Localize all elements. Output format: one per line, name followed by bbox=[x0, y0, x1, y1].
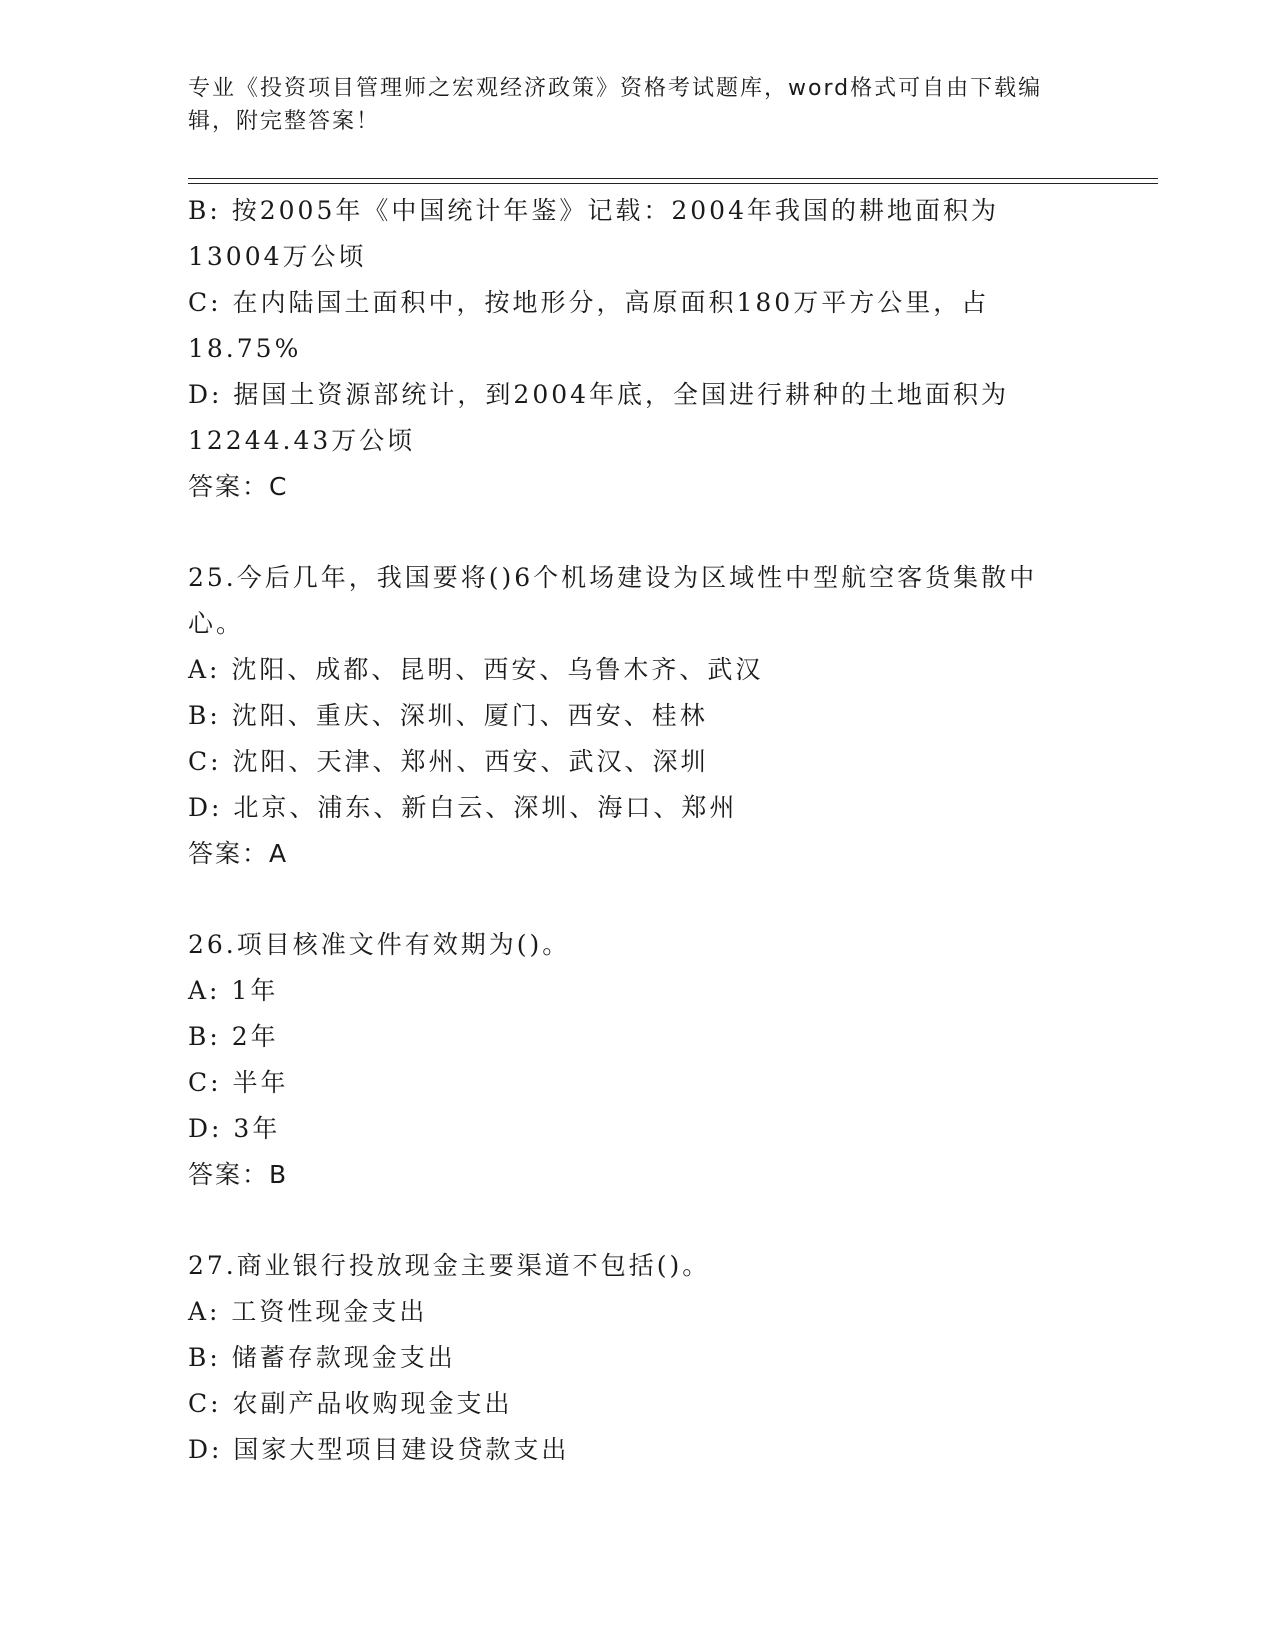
option-c-line-2: 18.75% bbox=[188, 334, 302, 363]
header-divider-bottom bbox=[188, 183, 1158, 184]
question-stem-line-1: 25.今后几年，我国要将()6个机场建设为区域性中型航空客货集散中 bbox=[188, 563, 1038, 592]
option-a: A: 工资性现金支出 bbox=[188, 1297, 428, 1326]
option-d: D: 北京、浦东、新白云、深圳、海口、郑州 bbox=[188, 793, 738, 822]
header-divider-top bbox=[188, 178, 1158, 179]
option-d-line-1: D: 据国土资源部统计，到2004年底，全国进行耕种的土地面积为 bbox=[188, 380, 1010, 409]
question-26 bbox=[188, 922, 1088, 1198]
option-b: B: 沈阳、重庆、深圳、厦门、西安、桂林 bbox=[188, 701, 708, 730]
question-stem-line-2: 心。 bbox=[188, 609, 245, 638]
question-27 bbox=[188, 1243, 1088, 1473]
option-d: D: 3年 bbox=[188, 1114, 281, 1143]
answer: 答案：C bbox=[188, 472, 289, 501]
question-content bbox=[188, 188, 1088, 1473]
option-b: B: 储蓄存款现金支出 bbox=[188, 1343, 456, 1372]
option-c: C: 农副产品收购现金支出 bbox=[188, 1389, 513, 1418]
answer: 答案：A bbox=[188, 839, 289, 868]
option-b-line-1: B: 按2005年《中国统计年鉴》记载：2004年我国的耕地面积为 bbox=[188, 196, 999, 225]
option-c: C: 沈阳、天津、郑州、西安、武汉、深圳 bbox=[188, 747, 709, 776]
header-line-1: 专业《投资项目管理师之宏观经济政策》资格考试题库，word格式可自由下载编 bbox=[188, 76, 1043, 101]
option-d: D: 国家大型项目建设贷款支出 bbox=[188, 1435, 570, 1464]
document-header bbox=[188, 72, 1068, 138]
question-25 bbox=[188, 555, 1088, 877]
answer: 答案：B bbox=[188, 1160, 289, 1189]
option-b-line-2: 13004万公顷 bbox=[188, 242, 367, 271]
question-stem: 27.商业银行投放现金主要渠道不包括()。 bbox=[188, 1251, 711, 1280]
question-24 bbox=[188, 188, 1088, 510]
question-stem: 26.项目核准文件有效期为()。 bbox=[188, 930, 571, 959]
header-line-2: 辑，附完整答案！ bbox=[188, 109, 381, 134]
option-a: A: 沈阳、成都、昆明、西安、乌鲁木齐、武汉 bbox=[188, 655, 764, 684]
option-c: C: 半年 bbox=[188, 1068, 289, 1097]
option-b: B: 2年 bbox=[188, 1022, 279, 1051]
option-a: A: 1年 bbox=[188, 976, 279, 1005]
option-c-line-1: C: 在内陆国土面积中，按地形分，高原面积180万平方公里，占 bbox=[188, 288, 990, 317]
option-d-line-2: 12244.43万公顷 bbox=[188, 426, 416, 455]
